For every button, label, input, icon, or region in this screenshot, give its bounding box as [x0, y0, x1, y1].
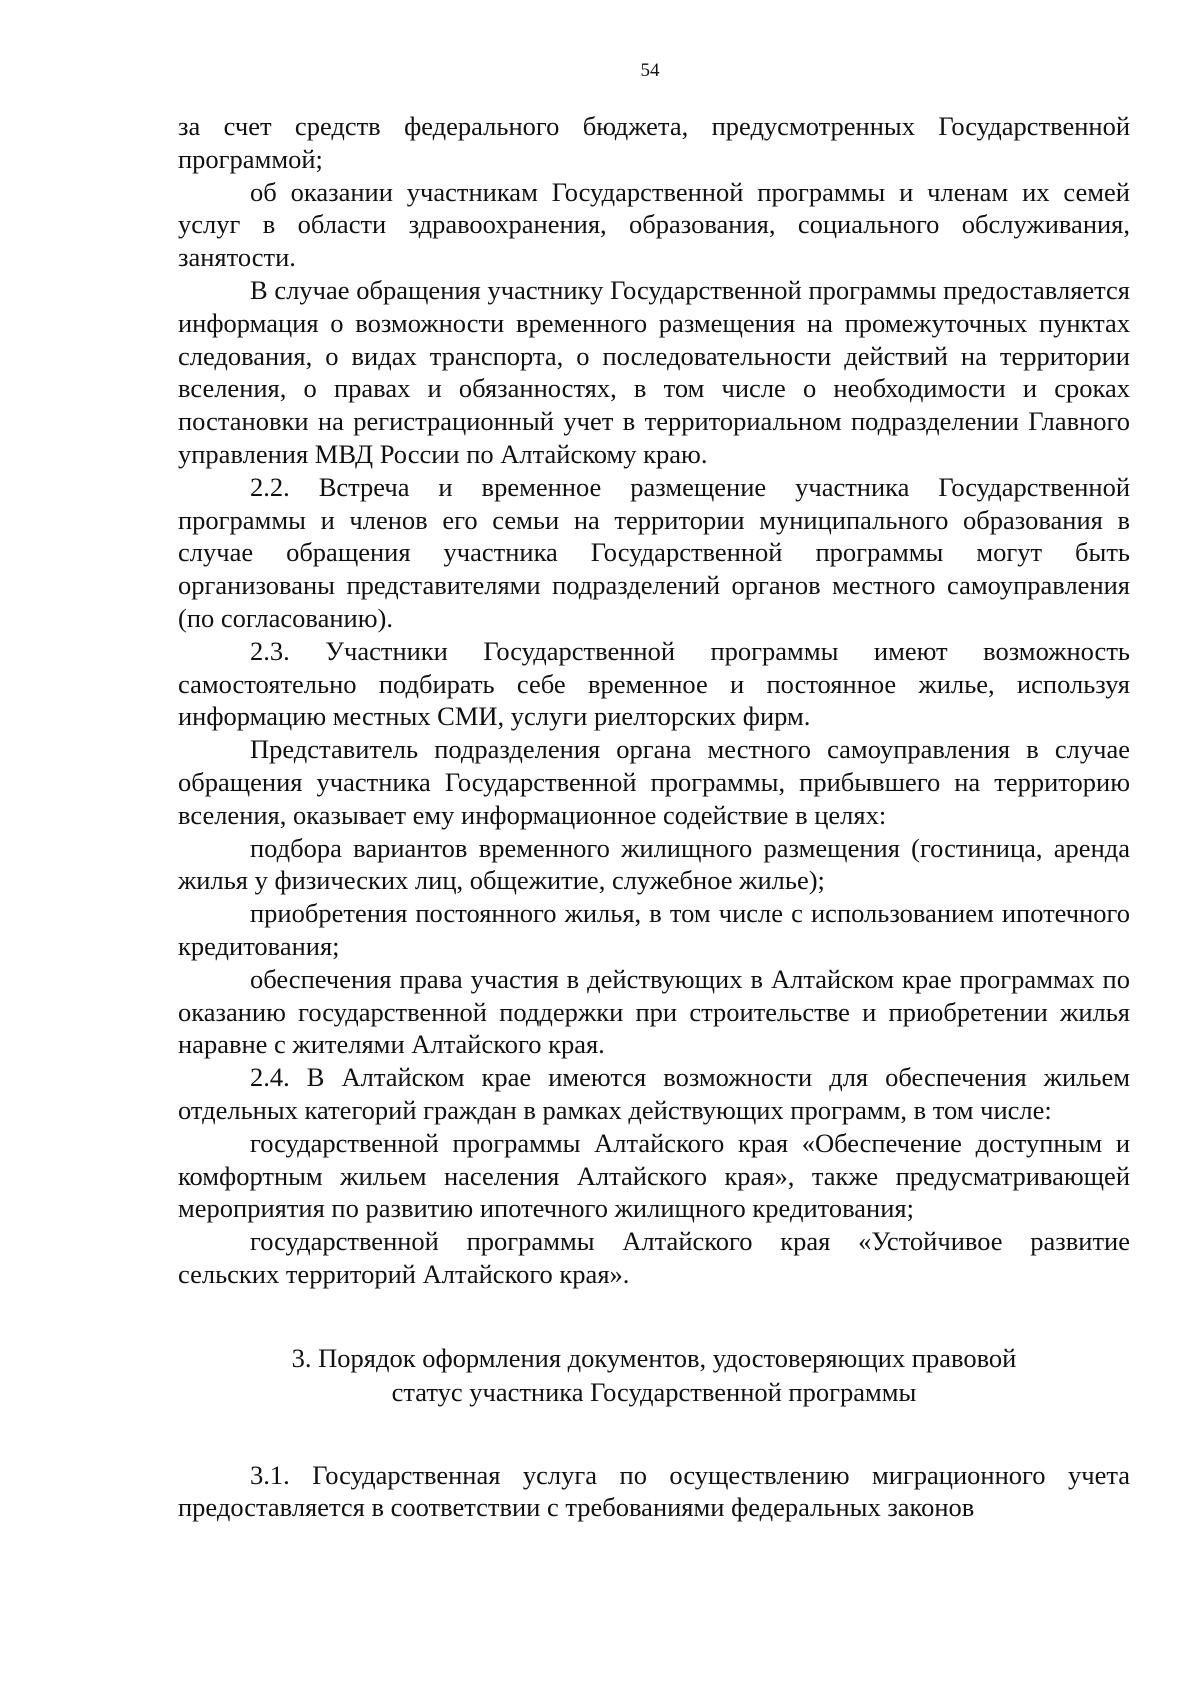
paragraph: государственной программы Алтайского края «Устойчивое развитие сельских территорий Алтайского края».	[178, 1226, 1130, 1289]
paragraph: приобретения постоянного жилья, в том числе с использованием ипотечного кредитования;	[178, 898, 1130, 961]
paragraph: 2.2. Встреча и временное размещение участника Государственной программы и членов его семьи на территории муниципального образования в случае обращения участника Государственной программы могут быть организованы представителями подразделений органов местного самоуправления (по согласованию).	[178, 471, 1130, 633]
paragraph: 2.4. В Алтайском крае имеются возможности для обеспечения жильем отдельных категорий граждан в рамках действующих программ, в том числе:	[178, 1062, 1130, 1125]
paragraph: об оказании участникам Государственной программы и членам их семей услуг в области здравоохранения, образования, социального обслуживания, занятости.	[178, 176, 1130, 273]
section-title-line: статус участника Государственной программы	[391, 1376, 917, 1407]
paragraph: 2.3. Участники Государственной программы имеют возможность самостоятельно подбирать себе временное и постоянное жилье, используя информацию местных СМИ, услуги риелторских фирм.	[178, 635, 1130, 732]
section-title-line: 3. Порядок оформления документов, удостоверяющих правовой	[291, 1342, 1017, 1373]
paragraph: за счет средств федерального бюджета, предусмотренных Государственной программой;	[178, 111, 1130, 174]
paragraph: Представитель подразделения органа местного самоуправления в случае обращения участника Государственной программы, прибывшего на территорию вселения, оказывает ему информационное содействие в целях:	[178, 734, 1130, 830]
paragraph: государственной программы Алтайского края «Обеспечение доступным и комфортным жильем населения Алтайского края», также предусматривающей мероприятия по развитию ипотечного жилищного кредитования;	[178, 1127, 1130, 1224]
paragraphs-bottom	[178, 1459, 1130, 1525]
page-number: 54	[640, 60, 660, 81]
section-title	[178, 1341, 1130, 1409]
paragraph: В случае обращения участнику Государственной программы предоставляется информация о возможности временного размещения на промежуточных пунктах следования, о видах транспорта, о последовательности действий на территории вселения, о правах и обязанностях, в том числе о необходимости и сроках постановки на регистрационный учет в территориальном подразделении Главного управления МВД России по Алтайскому краю.	[178, 274, 1130, 469]
paragraph: подбора вариантов временного жилищного размещения (гостиница, аренда жилья у физических лиц, общежитие, служебное жилье);	[178, 832, 1130, 896]
paragraphs-top	[178, 110, 1130, 1291]
document-body	[178, 110, 1130, 1524]
paragraph: обеспечения права участия в действующих в Алтайском крае программах по оказанию государственной поддержки при строительстве и приобретении жилья наравне с жителями Алтайского края.	[178, 963, 1130, 1060]
paragraph: 3.1. Государственная услуга по осуществлению миграционного учета предоставляется в соответствии с требованиями федеральных законов	[178, 1459, 1130, 1523]
